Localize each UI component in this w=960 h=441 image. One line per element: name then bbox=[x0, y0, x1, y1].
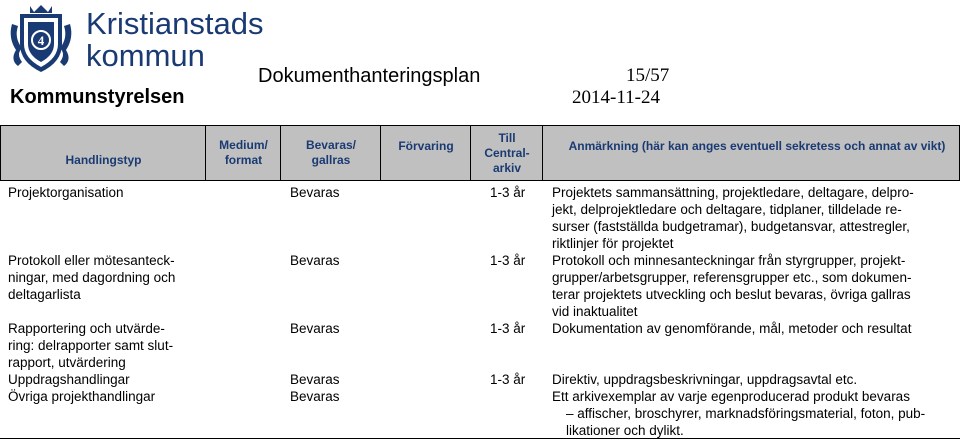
column-header-till-centralarkiv: Till Central- arkiv bbox=[484, 130, 530, 175]
cell-handlingstyp: Protokoll eller mötesanteck- ningar, med dagordning och deltagarlista bbox=[8, 253, 176, 302]
table-bottom-border bbox=[0, 438, 960, 439]
cell-anmarkning: Dokumentation av genomförande, mål, metoder och resultat bbox=[552, 321, 912, 336]
cell-bevaras: Bevaras bbox=[290, 372, 340, 387]
cell-anmarkning: Projektets sammansättning, projektledare, deltagare, delpro- jekt, delprojektledare och deltagare, tidplaner, tilldelade re- surser (fastställda budgetramar), budgetansvar, attestregler, riktlinjer för projektet bbox=[552, 185, 914, 251]
cell-till-centralarkiv: 1-3 år bbox=[490, 372, 526, 387]
column-header-bevaras: Bevaras/ gallras bbox=[305, 138, 357, 167]
cell-handlingstyp: Projektorganisation bbox=[8, 185, 124, 200]
document-title: Dokumenthanteringsplan bbox=[258, 65, 481, 87]
document-date: 2014-11-24 bbox=[572, 87, 660, 108]
cell-bevaras: Bevaras bbox=[290, 185, 340, 200]
cell-bevaras: Bevaras bbox=[290, 253, 340, 268]
cell-anmarkning: Direktiv, uppdragsbeskrivningar, uppdragsavtal etc. bbox=[552, 372, 858, 387]
org-name: kommun bbox=[86, 38, 205, 73]
cell-handlingstyp: Uppdragshandlingar bbox=[8, 372, 130, 387]
org-name: Kristianstads bbox=[86, 6, 264, 41]
column-header-medium: Medium/ format bbox=[219, 138, 268, 167]
municipal-coat-of-arms-logo bbox=[6, 4, 76, 76]
column-header-forvaring: Förvaring bbox=[398, 138, 454, 153]
table-header bbox=[0, 125, 960, 181]
cell-anmarkning: Ett arkivexemplar av varje egenproducerad produkt bevaras – affischer, broschyrer, marknadsföringsmaterial, foton, pub- likationer och dylikt. bbox=[552, 389, 926, 438]
department: Kommunstyrelsen bbox=[10, 86, 185, 108]
column-header-handlingstyp: Handlingstyp bbox=[65, 152, 142, 167]
cell-till-centralarkiv: 1-3 år bbox=[490, 253, 526, 268]
cell-anmarkning: Protokoll och minnesanteckningar från styrgrupper, projekt- grupper/arbetsgrupper, referensgrupper etc., som dokumen- terar projektets utveckling och beslut bevaras, övriga gallras vid inaktualitet bbox=[552, 253, 912, 319]
cell-bevaras: Bevaras bbox=[290, 389, 340, 404]
cell-bevaras: Bevaras bbox=[290, 321, 340, 336]
column-header-anmarkning: Anmärkning (här kan anges eventuell sekretess och annat av vikt) bbox=[568, 138, 946, 153]
svg-text:4: 4 bbox=[37, 33, 45, 48]
cell-till-centralarkiv: 1-3 år bbox=[490, 185, 526, 200]
cell-till-centralarkiv: 1-3 år bbox=[490, 321, 526, 336]
cell-handlingstyp: Övriga projekthandlingar bbox=[8, 389, 156, 404]
cell-handlingstyp: Rapportering och utvärde- ring: delrapporter samt slut- rapport, utvärdering bbox=[8, 321, 174, 370]
page-number: 15/57 bbox=[626, 65, 670, 86]
